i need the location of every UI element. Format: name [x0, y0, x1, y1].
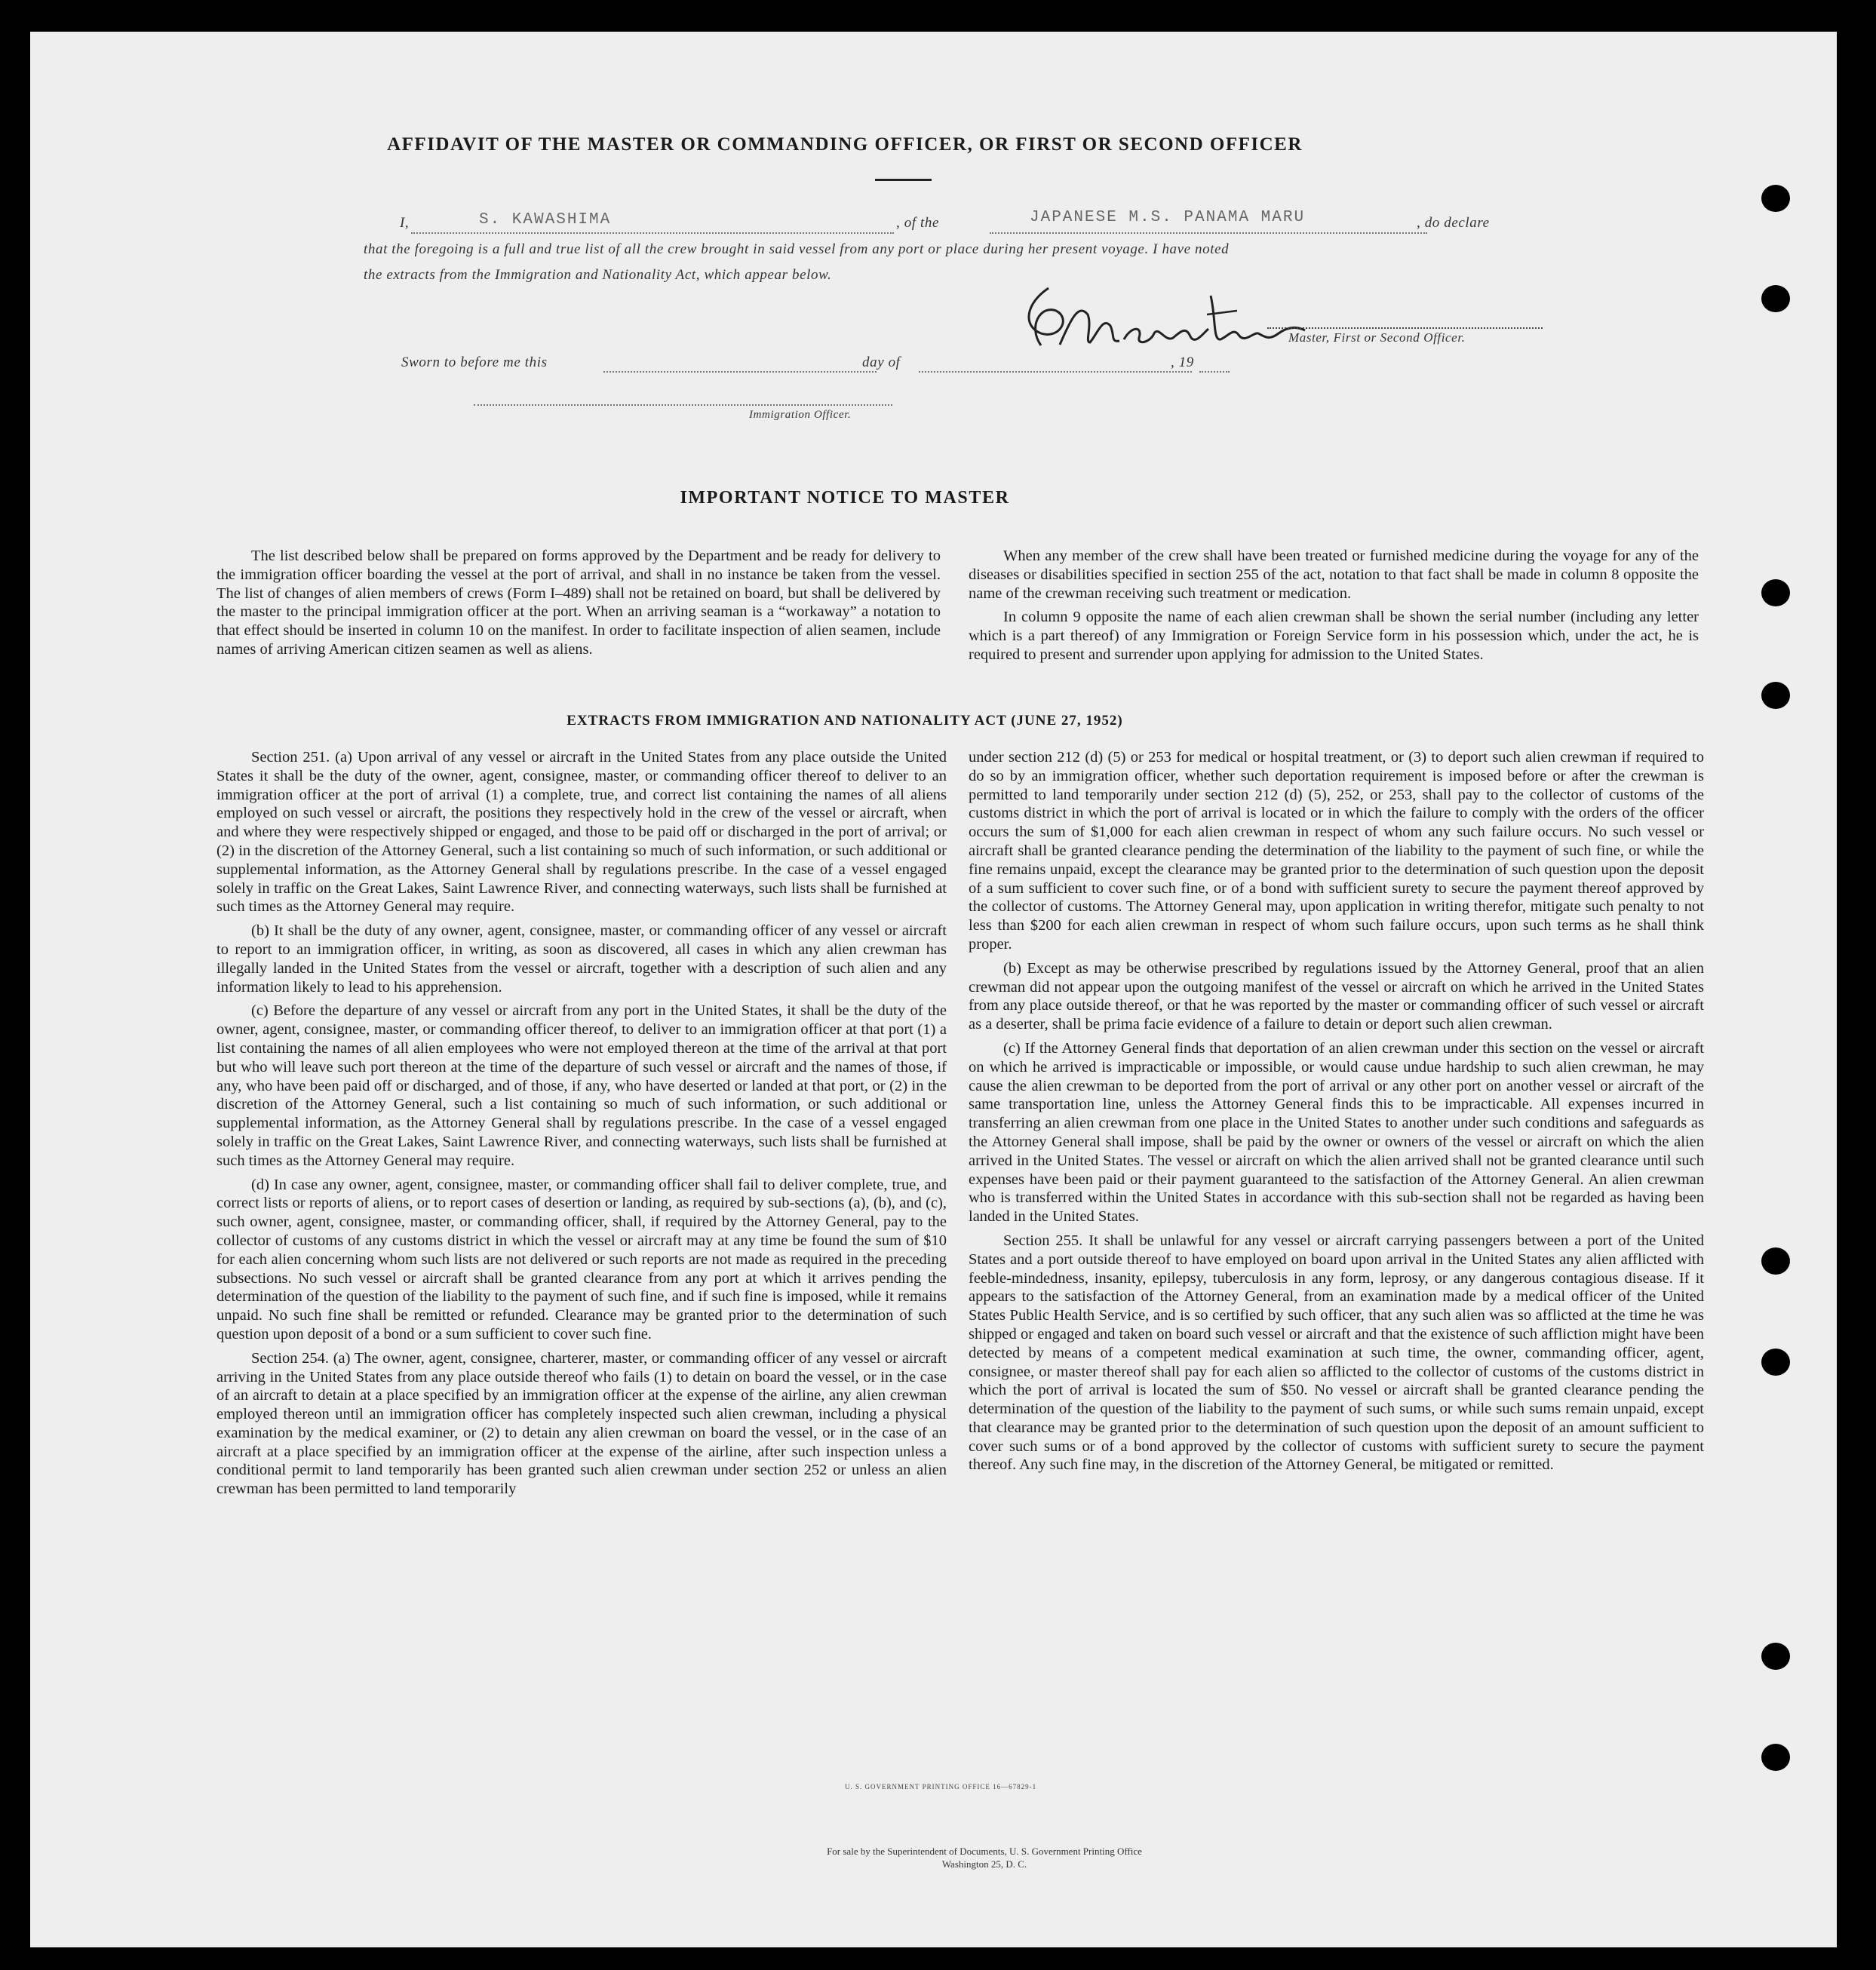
- punch-hole: [1761, 1744, 1790, 1771]
- punch-hole: [1761, 1349, 1790, 1376]
- master-name-line: [411, 232, 894, 234]
- i-label: I,: [400, 215, 410, 231]
- officer-signature-line: [474, 404, 892, 406]
- punch-hole: [1761, 1247, 1790, 1275]
- signature-line: [1267, 327, 1543, 329]
- declaration-line-3: the extracts from the Immigration and Nationality Act, which appear below.: [364, 267, 832, 283]
- of-the-label: , of the: [896, 215, 940, 231]
- vessel-name-line: [990, 232, 1427, 234]
- punch-hole: [1761, 682, 1790, 709]
- notice-paragraph: In column 9 opposite the name of each alien crewman shall be shown the serial number (including any letter which is a part thereof) of any Immigration or Foreign Service form in his possession which, under the act, he is required to present and surrender upon applying for admission to the United States.: [969, 609, 1699, 663]
- notice-right-column: [969, 547, 1699, 670]
- notice-left-column: [216, 547, 941, 664]
- declare-label: , do declare: [1417, 215, 1490, 231]
- vessel-name-value: JAPANESE M.S. PANAMA MARU: [1030, 209, 1306, 226]
- punch-hole: [1761, 285, 1790, 312]
- notice-title: IMPORTANT NOTICE TO MASTER: [680, 488, 1010, 508]
- section-paragraph: (b) Except as may be otherwise prescribed by regulations issued by the Attorney General, proof that an alien crewman did not appear upon the outgoing manifest of the vessel or aircraft on which he arrived in the United States from any place outside thereof, or that he was reported by the master or commanding officer of such vessel or aircraft as a deserter, shall be prima facie evidence of a failure to detain or deport such alien crewman.: [969, 959, 1704, 1033]
- extracts-title: EXTRACTS FROM IMMIGRATION AND NATIONALITY ACT (JUNE 27, 1952): [566, 713, 1123, 729]
- punch-hole: [1761, 185, 1790, 212]
- affidavit-title: AFFIDAVIT OF THE MASTER OR COMMANDING OFFICER, OR FIRST OR SECOND OFFICER: [387, 134, 1303, 155]
- section-paragraph: (b) It shall be the duty of any owner, agent, consignee, master, or commanding officer of any vessel or aircraft to report to an immigration officer, in writing, as soon as discovered, all cases in which any alien crewman has illegally landed in the United States from the vessel or aircraft, together with a description of such alien and any information likely to lead to his apprehension.: [216, 922, 947, 996]
- section-paragraph: (c) If the Attorney General finds that deportation of an alien crewman under this section on the vessel or aircraft on which he arrived is impracticable or impossible, or would cause undue hardship to such alien crewman, he may cause the alien crewman to be deported from the port of arrival or any other port on another vessel or aircraft of the same transportation line, unless the Attorney General finds this to be impracticable. All expenses incurred in transferring an alien crewman from one place in the United States to another under such conditions and safeguards as the Attorney General shall impose, shall be paid by the owner or owners of the vessel or aircraft on which the alien arrived in the United States. The vessel or aircraft on which the alien arrived shall not be granted clearance until such expenses have been paid or their payment guaranteed to the satisfaction of the Attorney General. An alien crewman who is transferred within the United States in accordance with this sub-section shall not be regarded as having been landed in the United States.: [969, 1039, 1704, 1226]
- sale-notice: [558, 1845, 1411, 1870]
- title-divider: [875, 179, 932, 181]
- section-paragraph: Section 251. (a) Upon arrival of any vessel or aircraft in the United States from any place outside the United States it shall be the duty of the owner, agent, consignee, master, or commanding officer thereof to deliver to an immigration officer at the port of arrival (1) a complete, true, and correct list containing the names of all aliens employed on such vessel or aircraft, the positions they respectively hold in the crew of the vessel or aircraft, when and where they were respectively shipped or engaged, and those to be paid off or discharged in the port of arrival; or (2) in the discretion of the Attorney General, such a list containing so much of such information, or such additional or supplemental information, as the Attorney General shall by regulations prescribe. In the case of a vessel engaged solely in traffic on the Great Lakes, Saint Lawrence River, and connecting waterways, such lists shall be furnished at such times as the Attorney General may require.: [216, 749, 947, 916]
- declaration-line-2: that the foregoing is a full and true list of all the crew brought in said vessel from any port or place during her present voyage. I have noted: [364, 241, 1230, 257]
- signature-caption: Master, First or Second Officer.: [1288, 330, 1466, 345]
- officer-caption: Immigration Officer.: [749, 409, 852, 421]
- sworn-day-line: [603, 371, 877, 373]
- punch-hole: [1761, 579, 1790, 606]
- sale-line-2: Washington 25, D. C.: [941, 1858, 1027, 1870]
- sale-line-1: For sale by the Superintendent of Documents, U. S. Government Printing Office: [827, 1846, 1142, 1857]
- section-paragraph: (d) In case any owner, agent, consignee, master, or commanding officer shall fail to deliver complete, true, and correct lists or reports of aliens, or to report cases of desertion or landing, as required by sub-sections (a), (b), and (c), such owner, agent, consignee, master, or commanding officer, shall, if required by the Attorney General, pay to the collector of customs of any customs district in which the vessel or aircraft may at any time be found the sum of $10 for each alien concerning whom such lists are not delivered or such reports are not made as required in the preceding subsections. No such vessel or aircraft shall be granted clearance from any port at which it arrives pending the determination of the question of the liability to the payment of such fine, and if such fine is imposed, while it remains unpaid. No such fine shall be remitted or refunded. Clearance may be granted prior to the determination of such question upon deposit of a bond or a sum sufficient to cover such fine.: [216, 1176, 947, 1342]
- year-label: , 19: [1171, 354, 1194, 370]
- notice-paragraph: The list described below shall be prepared on forms approved by the Department and be ready for delivery to the immigration officer boarding the vessel at the port of arrival, and shall in no instance be taken from the vessel. The list of changes of alien members of crews (Form I–489) shall not be retained on board, but shall be delivered by the master to the principal immigration officer at the port. When an arriving seaman is a “workaway” a notation to that effect should be inserted in column 10 on the manifest. In order to facilitate inspection of alien seamen, include names of arriving American citizen seamen as well as aliens.: [216, 548, 941, 658]
- sworn-label: Sworn to before me this: [401, 354, 548, 370]
- section-paragraph: Section 255. It shall be unlawful for any vessel or aircraft carrying passengers between a port of the United States and a port outside thereof to have employed on board upon arrival in the United States any alien afflicted with feeble-mindedness, insanity, epilepsy, tuberculosis in any form, leprosy, or any dangerous contagious disease. If it appears to the satisfaction of the Attorney General, from an examination made by a medical officer of the United States Public Health Service, and is so certified by such officer, that any such alien was so afflicted at the time he was shipped or engaged and taken on board such vessel or aircraft and that the existence of such affliction might have been detected by means of a competent medical examination at such time, the owner, commanding officer, agent, consignee, or master thereof shall pay for each alien so afflicted to the collector of customs of the customs district in which the port of arrival is located the sum of $50. No vessel or aircraft shall be granted clearance pending the determination of the question of the liability to the payment of such sums, or while such sums remain unpaid, except that clearance may be granted prior to the determination of such question upon the deposit of an amount sufficient to cover such sums or of a bond approved by the collector of customs with sufficient surety to secure the payment thereof. Any such fine may, in the discretion of the Attorney General, be mitigated or remitted.: [969, 1232, 1704, 1474]
- gpo-imprint: U. S. GOVERNMENT PRINTING OFFICE 16—67829-1: [845, 1783, 1037, 1790]
- document-page: [30, 32, 1837, 1947]
- section-paragraph: (c) Before the departure of any vessel or aircraft from any port in the United States, it shall be the duty of the owner, agent, consignee, master, or commanding officer thereof, to deliver to an immigration officer at that port (1) a list containing the names of all alien employees who were not employed thereon at the time of the arrival at that port but who will leave such port thereon at the time of the departure of such vessel or aircraft and the names of those, if any, who have been paid off or discharged, and of those, if any, who have deserted or landed at that port, or (2) in the discretion of the Attorney General, such a list containing so much of such information, or such additional or supplemental information, as the Attorney General shall by regulations prescribe. In the case of a vessel engaged solely in traffic on the Great Lakes, Saint Lawrence River, and connecting waterways, such lists shall be furnished at such times as the Attorney General may require.: [216, 1002, 947, 1169]
- extracts-right-column: [969, 748, 1704, 1480]
- section-paragraph: under section 212 (d) (5) or 253 for medical or hospital treatment, or (3) to deport such alien crewman if required to do so by an immigration officer, whether such deportation requirement is imposed before or after the crewman is permitted to land temporarily under section 212 (d) (5), 252, or 253, shall pay to the collector of customs of the customs district in which the port of arrival is located or in which the failure to comply with the orders of the officer occurs the sum of $1,000 for each alien crewman in respect of whom any such failure occurs. No such vessel or aircraft shall be granted clearance pending the determination of the liability to the payment of such fine, or while the fine remains unpaid, except the clearance may be granted prior to the determination of such question upon the deposit of a sum sufficient to cover such fine, or of a bond with sufficient surety to secure the payment thereof approved by the collector of customs. The Attorney General may, upon application in writing therefor, mitigate such penalty to not less than $200 for each alien crewman in respect of whom such failure occurs, upon such terms as he shall think proper.: [969, 749, 1704, 953]
- punch-hole: [1761, 1643, 1790, 1670]
- section-paragraph: Section 254. (a) The owner, agent, consignee, charterer, master, or commanding officer of any vessel or aircraft arriving in the United States from any place outside thereof who fails (1) to detain on board the vessel, or in the case of an aircraft to detain at a place specified by an immigration officer at the expense of the airline, any alien crewman employed thereon until an immigration officer has completely inspected such alien crewman, including a physical examination by the medical examiner, or (2) to detain any alien crewman on board the vessel, or in the case of an aircraft at a place specified by an immigration officer at the expense of the airline, after such inspection unless a conditional permit to land temporarily has been granted such alien crewman under section 252 or unless an alien crewman has been permitted to land temporarily: [216, 1349, 947, 1498]
- day-of-label: day of: [862, 354, 901, 370]
- extracts-left-column: [216, 748, 947, 1504]
- notice-paragraph: When any member of the crew shall have been treated or furnished medicine during the voyage for any of the diseases or disabilities specified in section 255 of the act, notation to that fact shall be made in column 8 opposite the name of the crewman receiving such treatment or medication.: [969, 548, 1699, 602]
- sworn-month-line: [919, 371, 1192, 373]
- master-name-value: S. KAWASHIMA: [479, 211, 612, 229]
- sworn-year-line: [1199, 371, 1230, 373]
